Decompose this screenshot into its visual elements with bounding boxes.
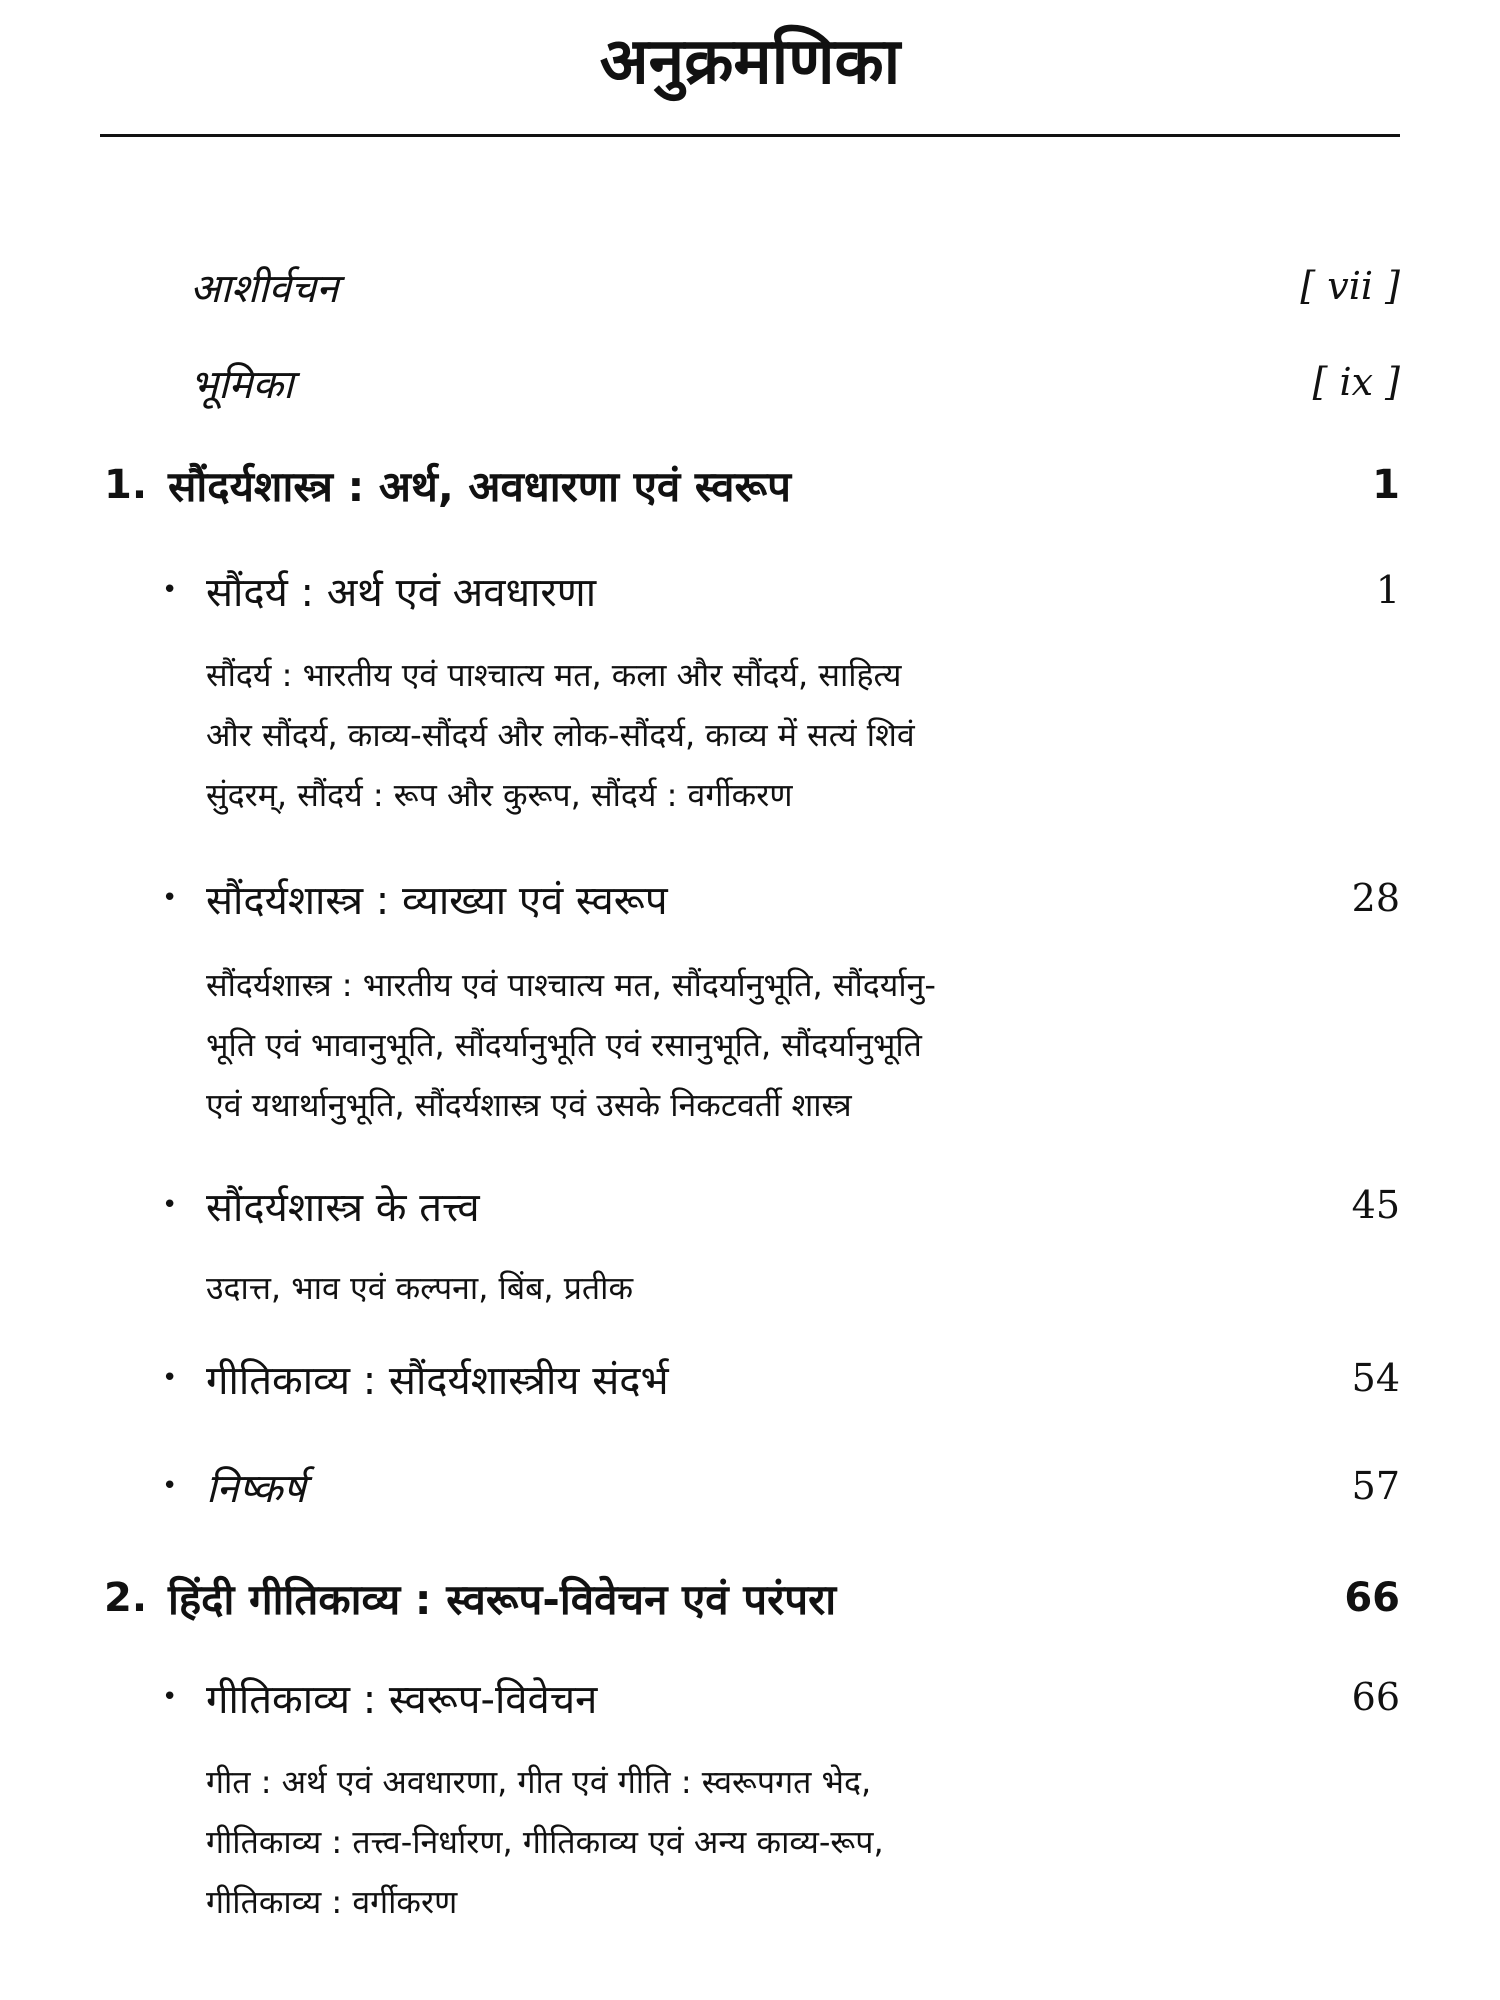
section-page-number: 54 [1351,1356,1400,1400]
toc-entry-bhumika[interactable] [0,352,1500,412]
toc-section-1-3[interactable] [0,1175,1500,1235]
bullet-icon: • [162,1363,178,1393]
entry-title: आशीर्वचन [190,265,339,312]
section-title: गीतिकाव्य : सौंदर्यशास्त्रीय संदर्भ [206,1357,669,1404]
toc-entry-ashirvachan[interactable] [0,256,1500,316]
entry-title: भूमिका [190,361,294,408]
description-line: और सौंदर्य, काव्य-सौंदर्य और लोक-सौंदर्य, काव्य में सत्यं शिवं [206,716,915,754]
section-page-number: 1 [1375,568,1400,612]
bullet-icon: • [162,883,178,913]
section-description [206,1752,1086,1932]
section-page-number: 28 [1351,876,1400,920]
chapter-title: सौंदर्यशास्त्र : अर्थ, अवधारणा एवं स्वरूप [168,461,792,511]
description-line: भूति एवं भावानुभूति, सौंदर्यानुभूति एवं रसानुभूति, सौंदर्यानुभूति [206,1026,922,1064]
bullet-icon: • [162,1190,178,1220]
section-description [206,955,1086,1135]
section-title: गीतिकाव्य : स्वरूप-विवेचन [206,1676,598,1723]
description-line: गीत : अर्थ एवं अवधारणा, गीत एवं गीति : स्वरूपगत भेद, [206,1763,872,1801]
toc-section-1-4[interactable] [0,1348,1500,1408]
entry-page-number: [ vii ] [1300,264,1400,308]
bullet-icon: • [162,575,178,605]
section-description [206,645,1086,825]
toc-chapter-1[interactable] [0,455,1500,515]
bullet-icon: • [162,1682,178,1712]
section-title: सौंदर्य : अर्थ एवं अवधारणा [206,569,597,616]
toc-section-1-5[interactable] [0,1456,1500,1516]
description-line: उदात्त, भाव एवं कल्पना, बिंब, प्रतीक [206,1269,634,1307]
toc-chapter-2[interactable] [0,1568,1500,1628]
section-title: निष्कर्ष [206,1465,306,1512]
section-page-number: 45 [1351,1183,1400,1227]
title-divider [100,134,1400,137]
chapter-page-number: 66 [1344,1575,1400,1621]
section-title: सौंदर्यशास्त्र : व्याख्या एवं स्वरूप [206,877,668,924]
chapter-page-number: 1 [1372,462,1400,508]
description-line: सुंदरम्, सौंदर्य : रूप और कुरूप, सौंदर्य : वर्गीकरण [206,776,793,814]
chapter-title: हिंदी गीतिकाव्य : स्वरूप-विवेचन एवं परंपरा [168,1574,837,1624]
description-line: गीतिकाव्य : वर्गीकरण [206,1883,458,1921]
description-line: सौंदर्यशास्त्र : भारतीय एवं पाश्चात्य मत, सौंदर्यानुभूति, सौंदर्यानु- [206,966,936,1004]
toc-section-1-1[interactable] [0,560,1500,620]
section-page-number: 57 [1351,1464,1400,1508]
entry-page-number: [ ix ] [1312,360,1400,404]
section-description [206,1258,1086,1318]
description-line: सौंदर्य : भारतीय एवं पाश्चात्य मत, कला और सौंदर्य, साहित्य [206,656,902,694]
description-line: गीतिकाव्य : तत्त्व-निर्धारण, गीतिकाव्य एवं अन्य काव्य-रूप, [206,1823,884,1861]
bullet-icon: • [162,1471,178,1501]
page-title: अनुक्रमणिका [599,25,901,99]
section-title: सौंदर्यशास्त्र के तत्त्व [206,1184,480,1231]
toc-section-1-2[interactable] [0,868,1500,928]
description-line: एवं यथार्थानुभूति, सौंदर्यशास्त्र एवं उसके निकटवर्ती शास्त्र [206,1086,852,1124]
chapter-number: 2. [104,1575,148,1621]
toc-section-2-1[interactable] [0,1667,1500,1727]
section-page-number: 66 [1351,1675,1400,1719]
chapter-number: 1. [104,462,148,508]
